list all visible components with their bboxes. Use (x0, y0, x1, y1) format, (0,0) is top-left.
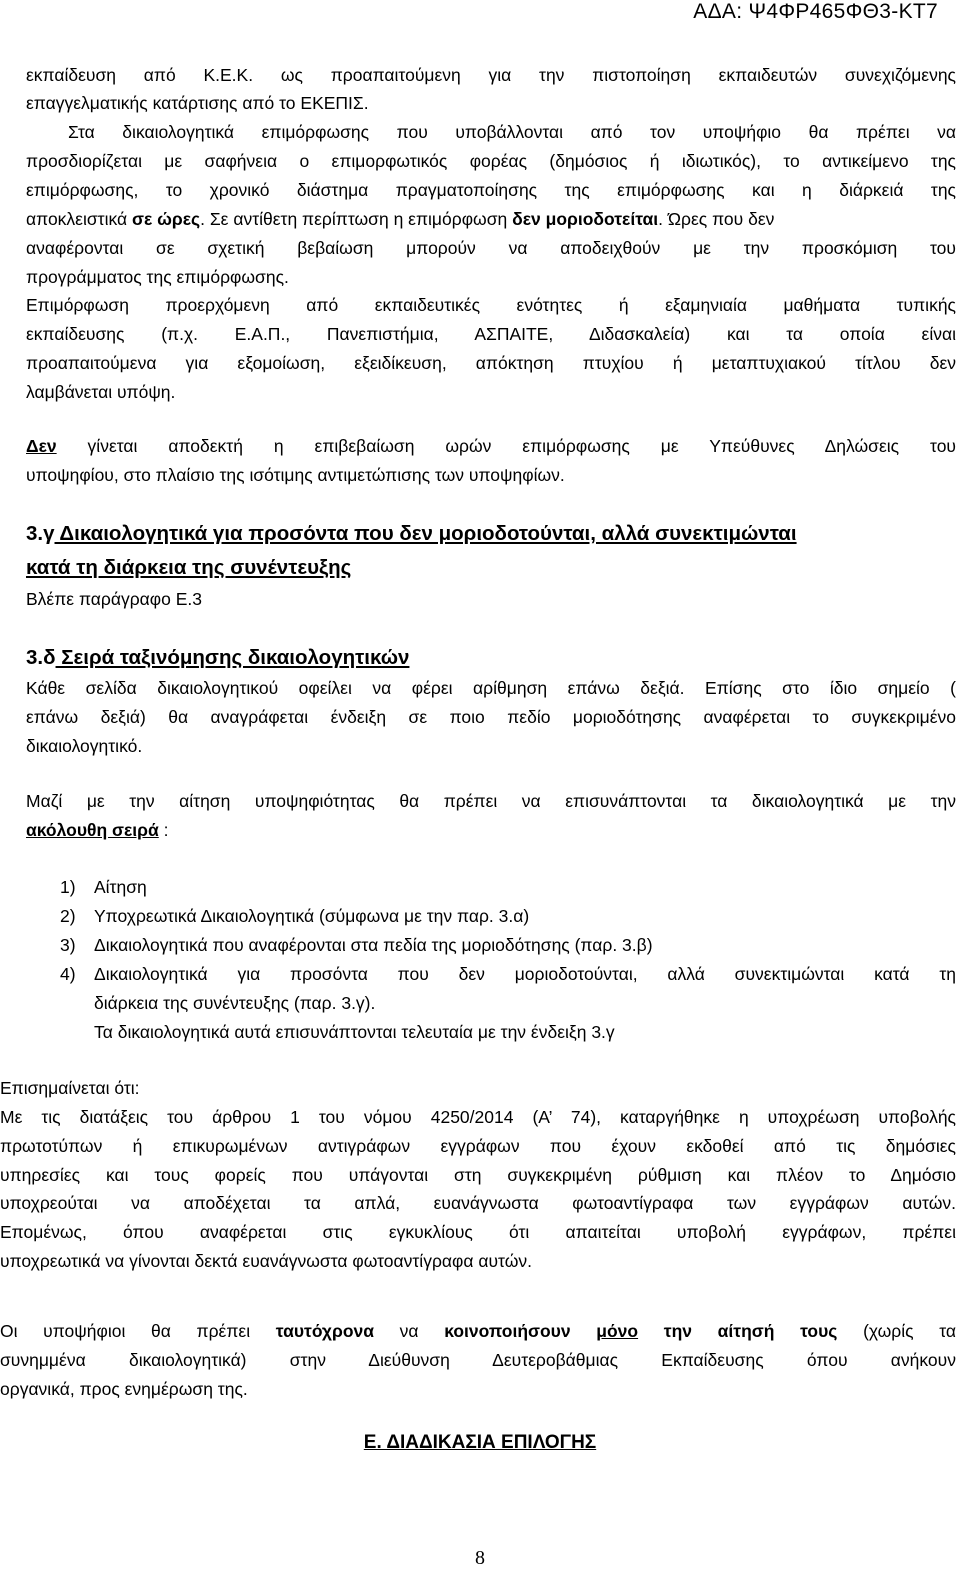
list-item-continuation: Τα δικαιολογητικά αυτά επισυνάπτονται τελευταία με την ένδειξη 3.γ (94, 1022, 615, 1042)
emphasis-no-points: δεν μοριοδοτείται (512, 209, 659, 229)
paragraph-line: επαγγελματικής κατάρτισης από το ΕΚΕΠΙΣ. (26, 93, 369, 113)
paragraph-line: Στα δικαιολογητικά επιμόρφωσης που υποβάλλονται από τον υποψήφιο θα πρέπει να (68, 122, 956, 142)
paragraph-line: υποψηφίου, στο πλαίσιο της ισότιμης αντιμετώπισης των υποψηφίων. (26, 465, 565, 485)
list-number: 3) (60, 935, 76, 955)
section-heading-3g: 3.γ Δικαιολογητικά για προσόντα που δεν μοριοδοτούνται, αλλά συνεκτιμώνται (26, 522, 797, 545)
list-item: Αίτηση (94, 877, 147, 897)
list-number: 1) (60, 877, 76, 897)
paragraph-line: Βλέπε παράγραφο Ε.3 (26, 589, 203, 609)
emphasis-not: Δεν (26, 436, 57, 456)
ada-code: ΑΔΑ: Ψ4ΦΡ465ΦΘ3-ΚΤ7 (693, 0, 938, 23)
paragraph-line: υποχρεούται να αποδέχεται τα απλά, ευανάγνωστα φωτοαντίγραφα των εγγράφων αυτών. (0, 1193, 956, 1213)
note-heading: Επισημαίνεται ότι: (0, 1078, 140, 1098)
list-number: 2) (60, 906, 76, 926)
paragraph-line: αποκλειστικά σε ώρες. Σε αντίθετη περίπτωση η επιμόρφωση δεν μοριοδοτείται. Ώρες που δεν (26, 209, 775, 229)
paragraph-line: Δεν γίνεται αποδεκτή η επιβεβαίωση ωρών επιμόρφωσης με Υπεύθυνες Δηλώσεις του (26, 436, 956, 456)
paragraph-line: εκπαίδευσης (π.χ. Ε.Α.Π., Πανεπιστήμια, ΑΣΠΑΙΤΕ, Διδασκαλεία) και τα οποία είναι (26, 324, 956, 344)
paragraph-line: υποχρεωτικά να γίνονται δεκτά ευανάγνωστα φωτοαντίγραφα αυτών. (0, 1251, 532, 1271)
paragraph-line: εκπαίδευση από Κ.Ε.Κ. ως προαπαιτούμενη για την πιστοποίηση εκπαιδευτών συνεχιζόμενης (26, 65, 956, 85)
paragraph-line: Οι υποψήφιοι θα πρέπει ταυτόχρονα να κοινοποιήσουν μόνο την αίτησή τους (χωρίς τα (0, 1321, 956, 1341)
paragraph-line: επιμόρφωσης, το χρονικό διάστημα πραγματοποίησης της επιμόρφωσης και η διάρκειά της (26, 180, 956, 200)
paragraph-line: Μαζί με την αίτηση υποψηφιότητας θα πρέπει να επισυνάπτονται τα δικαιολογητικά με την (26, 791, 956, 811)
section-heading-3g-cont: κατά τη διάρκεια της συνέντευξης (26, 556, 352, 579)
page-number: 8 (475, 1547, 485, 1569)
paragraph-line: λαμβάνεται υπόψη. (26, 382, 176, 402)
list-item: Δικαιολογητικά που αναφέρονται στα πεδία της μοριοδότησης (παρ. 3.β) (94, 935, 653, 955)
paragraph-line: αναφέρονται σε σχετική βεβαίωση μπορούν να αποδειχθούν με την προσκόμιση του (26, 238, 956, 258)
paragraph-line: συνημμένα δικαιολογητικά) στην Διεύθυνση Δευτεροβάθμιας Εκπαίδευσης όπου ανήκουν (0, 1350, 956, 1370)
paragraph-line: Επομένως, όπου αναφέρεται στις εγκυκλίους ότι απαιτείται υποβολή εγγράφων, πρέπει (0, 1222, 956, 1242)
paragraph-line: προσδιορίζεται με σαφήνεια ο επιμορφωτικός φορέας (δημόσιος ή ιδιωτικός), το αντικείμενο της (26, 151, 956, 171)
section-heading-e: Ε. ΔΙΑΔΙΚΑΣΙΑ ΕΠΙΛΟΓΗΣ (363, 1432, 597, 1453)
paragraph-line: ακόλουθη σειρά : (26, 820, 169, 840)
paragraph-line: δικαιολογητικό. (26, 736, 143, 756)
list-item: Δικαιολογητικά για προσόντα που δεν μοριοδοτούνται, αλλά συνεκτιμώνται κατά τη (94, 964, 956, 984)
paragraph-line: πρωτοτύπων ή επικυρωμένων αντιγράφων εγγράφων που έχουν εκδοθεί από τις δημόσιες (0, 1136, 956, 1156)
paragraph-line: Επιμόρφωση προερχόμενη από εκπαιδευτικές ενότητες ή εξαμηνιαία μαθήματα τυπικής (26, 295, 956, 315)
emphasis-hours: σε ώρες (131, 209, 201, 229)
paragraph-line: υπηρεσίες και τους φορείς που υπάγονται στη συγκεκριμένη ρύθμιση και πλέον το Δημόσιο (0, 1165, 956, 1185)
paragraph-line: Με τις διατάξεις του άρθρου 1 του νόμου 4250/2014 (Α’ 74), καταργήθηκε η υποχρέωση υποβολής (0, 1107, 956, 1127)
list-number: 4) (60, 964, 76, 984)
emphasis-order: ακόλουθη σειρά (26, 820, 159, 840)
section-heading-3d: 3.δ Σειρά ταξινόμησης δικαιολογητικών (26, 646, 410, 669)
paragraph-line: Κάθε σελίδα δικαιολογητικού οφείλει να φέρει αρίθμηση επάνω δεξιά. Επίσης στο ίδιο σημείο ( (26, 678, 956, 698)
paragraph-line: επάνω δεξιά) θα αναγράφεται ένδειξη σε ποιο πεδίο μοριοδότησης αναφέρεται το συγκεκριμένο (26, 707, 956, 727)
paragraph-line: οργανικά, προς ενημέρωση της. (0, 1379, 248, 1399)
paragraph-line: προαπαιτούμενα για εξομοίωση, εξειδίκευση, απόκτηση πτυχίου ή μεταπτυχιακού τίτλου δεν (26, 353, 956, 373)
paragraph-line: προγράμματος της επιμόρφωσης. (26, 267, 289, 287)
list-item-continuation: διάρκεια της συνέντευξης (παρ. 3.γ). (94, 993, 376, 1013)
list-item: Υποχρεωτικά Δικαιολογητικά (σύμφωνα με την παρ. 3.α) (94, 906, 530, 926)
